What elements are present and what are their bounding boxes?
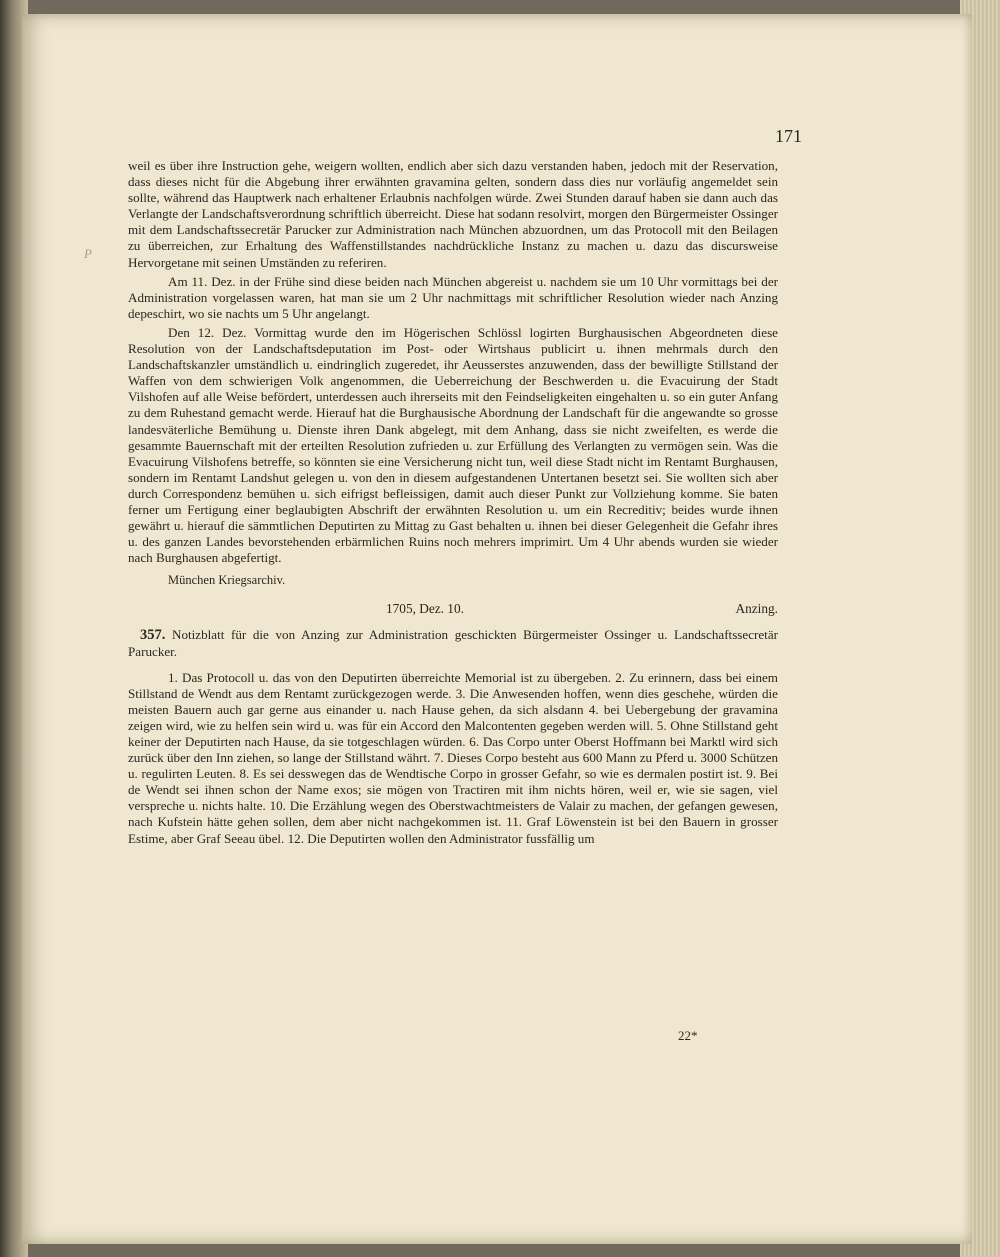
pencil-margin-mark: P [84, 246, 92, 261]
paragraph-continuation: weil es über ihre Instruction gehe, weigern wollten, endlich aber sich dazu verstanden haben, jedoch mit der Reservation, dass dieses nicht für die Abgebung ihrer erwähnten gravamina gelten, sondern dass dies nur vorläufig angemeldet sein sollte, während das Hauptwerk nach erhaltener Erlaubnis nachfolgen würde. Zwei Stunden darauf haben sie dann auch das Verlangte der Landschaftsverordnung schriftlich überreicht. Diese hat sodann resolvirt, morgen den Bürgermeister Ossinger mit dem Landschaftssecretär Parucker zur Administration nach München abzuordnen, um das Protocoll mit den Beilagen zu überreichen, zur Erhaltung des Waffenstillstandes nachdrückliche Instanz zu machen u. dazu das discursweise Hervorgetane mit seinen Umständen zu referiren. [128, 158, 778, 270]
document-dateline [128, 601, 778, 619]
document-place: Anzing. [735, 601, 778, 617]
page-number: 171 [775, 126, 802, 146]
paragraph-dec-11: Am 11. Dez. in der Frühe sind diese beiden nach München abgereist u. nachdem sie um 10 Uhr vormittags bei der Administration vorgelassen waren, hat man sie um 2 Uhr nachmittags mit schriftlicher Resolution wieder nach Anzing depeschirt, wo sie nachts um 5 Uhr angelangt. [128, 273, 778, 321]
document-title: Notizblatt für die von Anzing zur Administration geschickten Bürgermeister Ossinger u. Landschaftssecretär Parucker. [128, 627, 778, 659]
document-date: 1705, Dez. 10. [386, 601, 464, 617]
main-text-block [128, 158, 778, 847]
printer-signature-mark: 22* [678, 1028, 698, 1043]
document-number: 357. [140, 627, 166, 644]
document-heading [128, 627, 778, 659]
archive-source: München Kriegsarchiv. [168, 573, 286, 588]
paragraph-dec-12: Den 12. Dez. Vormittag wurde den im Högerischen Schlössl logirten Burghausischen Abgeordneten diese Resolution von der Landschaftsdeputation im Post- oder Wirtshaus publicirt u. ihnen mehrmals durch den Landschaftskanzler umständlich u. eindringlich zugeredet, ihr Aeusserstes anzuwenden, dass der bewilligte Stillstand der Waffen von dem schwierigen Volk angenommen, die Ueberreichung der Beschwerden u. die Evacuirung der Stadt Vilshofen auf alle Weise befördert, unterdessen auch ihrerseits mit den Feindseligkeiten eingehalten u. so ein guter Anfang zu dem Ruhestand gemacht werde. Hierauf hat die Burghausische Abordnung der Landschaft für die angewandte so grosse landesväterliche Bemühung u. Dienste ihren Dank abgelegt, mit dem Anhang, dass sie nicht zweifelten, es werde die gesammte Bauernschaft mit der erteilten Resolution zufrieden u. zur Erfüllung des Verlangten zu vermögen sein. Was die Evacuirung Vilshofens betreffe, so könnten sie eine Versicherung nicht tun, weil diese Stadt nicht im Rentamt Burghausen, sondern im Rentamt Landshut gelegen u. von den in diesem aufgestandenen Untertanen besetzt sei. Sie wollten sich aber durch Correspondenz bemühen u. sich eifrigst befleissigen, damit auch dieser Punkt zur Vollziehung komme. Sie baten ferner um Fertigung einer beglaubigten Abschrift der erwähnten Resolution u. um ein Recreditiv; beides wurde ihnen gewährt u. hierauf die sämmtlichen Deputirten zu Mittag zu Gast behalten u. ihnen bei dieser Gelegenheit die Gefahr ihres u. des ganzen Landes bevorstehenden erbärmlichen Ruins noch mehrers imprimirt. Um 4 Uhr abends wurden sie wieder nach Burghausen abgefertigt. [128, 324, 778, 566]
document-body: 1. Das Protocoll u. das von den Deputirten überreichte Memorial ist zu übergeben. 2. Zu erinnern, dass bei einem Stillstand de Wendt aus dem Rentamt zurückgezogen werde. 3. Die Anwesenden hoffen, wenn dies geschehe, würden die meisten Bauern auch gar gerne aus einander u. nach Hause gehen, da sich alsdann 4. bei Uebergebung der gravamina zeigen wird, wie zu helfen sein wird u. was für ein Accord den Malcontenten gegeben werden will. 5. Ohne Stillstand geht keiner der Deputirten nach Hause, da sie totgeschlagen würden. 6. Das Corpo unter Oberst Hoffmann bei Marktl wird sich zurück über den Inn ziehen, so lange der Stillstand währt. 7. Dieses Corpo besteht aus 600 Mann zu Pferd u. 3000 Schützen u. regulirten Leuten. 8. Es sei desswegen das de Wendtische Corpo in grosser Gefahr, so wie es dermalen postirt ist. 9. Bei de Wendt sei ihnen schon der Name exos; sie mögen von Tractiren mit ihm nichts hören, weil er, wie sie sagen, viel verspreche u. nichts halte. 10. Die Erzählung wegen des Oberstwachtmeisters de Valair zu machen, der gefangen gewesen, nach Kufstein hätte gehen sollen, dem aber nicht nachgekommen ist. 11. Graf Löwenstein ist bei den Bauern in grosser Estime, aber Graf Seeau übel. 12. Die Deputirten wollen den Administrator fussfällig um [128, 669, 778, 846]
